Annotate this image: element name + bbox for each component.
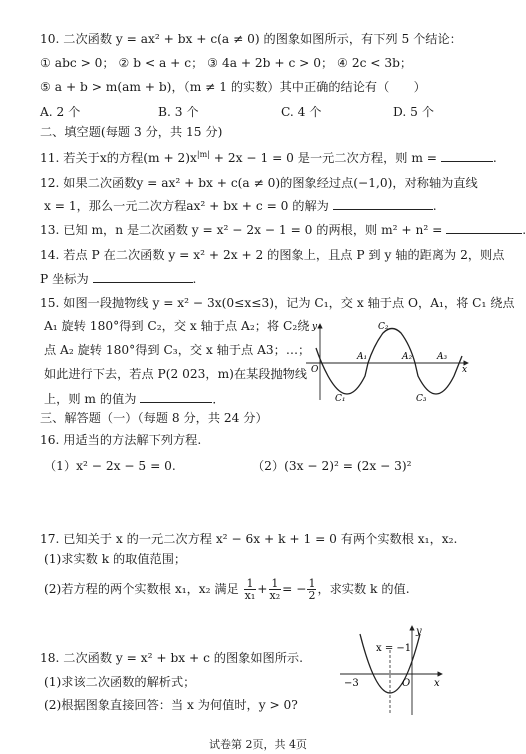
q11-end: . [492, 151, 497, 165]
q17-part-1: (1)求实数 k 的取值范围； [44, 552, 187, 566]
q14-line-1: 14. 若点 P 在二次函数 y = x² + 2x + 2 的图象上，且点 P 到 y 轴的距离为 2，则点 [40, 248, 505, 262]
q18-label-x: x [434, 678, 440, 689]
q15-line-1: 15. 如图一段抛物线 y = x² − 3x(0≤x≤3)，记为 C₁，交 x 轴于点 O，A₁，将 C₁ 绕点 [40, 296, 515, 310]
q17-fraction-1 [244, 578, 257, 601]
q11 [40, 149, 497, 166]
q18-part-1: (1)求该二次函数的解析式； [44, 675, 196, 689]
q17-frac2-den: x₂ [269, 589, 281, 602]
q10-stem: 10. 二次函数 y = ax² + bx + c(a ≠ 0) 的图象如图所示，有下列 5 个结论： [40, 32, 462, 46]
q16-part-1: （1）x² − 2x − 5 = 0. [44, 459, 176, 473]
q15-label-c1: C₁ [335, 394, 346, 404]
q15-line-4: 如此进行下去，若点 P(2 023，m)在某段抛物线 [44, 367, 308, 381]
q17-equals: = − [282, 582, 307, 596]
q12-line-2 [44, 197, 437, 214]
q17-frac3-den: 2 [308, 589, 316, 602]
q15-label-c3: C₃ [416, 394, 427, 404]
q15-label-y: y [312, 322, 318, 332]
q17-frac2-num: 1 [269, 578, 282, 590]
q15-label-a2: A₂ [402, 352, 413, 362]
q11-exponent: |m| [196, 150, 210, 159]
q17-fraction-3 [307, 578, 316, 601]
q14-end: . [192, 272, 197, 286]
q18-label-neg3: −3 [344, 678, 359, 689]
q15-line-5 [44, 390, 225, 407]
q17-frac3-num: 1 [308, 577, 316, 590]
q12-answer-blank[interactable] [333, 197, 433, 210]
q13-end: . [522, 223, 526, 237]
q13-text: 13. 已知 m，n 是二次函数 y = x² − 2x − 1 = 0 的两根，则 m² + n² = [40, 223, 443, 237]
q15-label-c2: C₂ [378, 322, 389, 332]
q18-parabola-graph [338, 622, 446, 716]
q10-option-c: C. 4 个 [281, 105, 322, 119]
q10-option-a: A. 2 个 [40, 105, 81, 119]
q15-label-a3: A₃ [437, 352, 448, 362]
q15-end: ． [212, 392, 225, 406]
q18-stem: 18. 二次函数 y = x² + bx + c 的图象如图所示. [40, 651, 303, 665]
q11-text-2: + 2x − 1 = 0 是一元二次方程，则 m = [209, 151, 437, 165]
q18-label-y: y [416, 626, 422, 637]
q11-answer-blank[interactable] [441, 149, 493, 162]
q16-stem: 16. 用适当的方法解下列方程. [40, 433, 202, 447]
q10-option-d: D. 5 个 [393, 105, 434, 119]
q11-text: 11. 若关于x的方程(m + 2)x [40, 151, 197, 165]
q15-label-x: x [462, 365, 468, 375]
q15-line-3: 点 A₂ 旋转 180°得到 C₃，交 x 轴于点 A3；…； [44, 343, 311, 357]
q15-line-5-text: 上，则 m 的值为 [44, 392, 137, 406]
q16-part-2: （2）(3x − 2)² = (2x − 3)² [252, 459, 412, 473]
q15-parabola-graph [302, 318, 476, 402]
q14-answer-blank[interactable] [93, 270, 193, 283]
q12-end: . [432, 199, 437, 213]
section-answer-heading: 三、解答题（一）（每题 8 分，共 24 分） [40, 411, 268, 425]
q18-label-origin: O [402, 678, 411, 689]
q17-frac1-num: 1 [244, 578, 257, 590]
q10-conclusions-1: ① abc > 0； ② b < a + c； ③ 4a + 2b + c > 0； ④ 2c < 3b； [40, 56, 413, 70]
q15-answer-blank[interactable] [140, 390, 212, 403]
page-footer: 试卷第 2页，共 4页 [209, 738, 307, 751]
q18-part-2: (2)根据图象直接回答：当 x 为何值时，y > 0? [44, 698, 298, 712]
q14-line-2-text: P 坐标为 [40, 272, 89, 286]
section-fill-blank-heading: 二、填空题(每题 3 分，共 15 分) [40, 125, 223, 139]
q10-option-b: B. 3 个 [158, 105, 199, 119]
q13-answer-blank[interactable] [446, 221, 522, 234]
q12-line-1: 12. 如果二次函数y = ax² + bx + c(a ≠ 0)的图象经过点(−1,0)，对称轴为直线 [40, 176, 478, 190]
q17-plus: + [257, 582, 268, 596]
q12-line-2-text: x = 1，那么一元二次方程ax² + bx + c = 0 的解为 [44, 199, 329, 213]
q15-line-2: A₁ 旋转 180°得到 C₂，交 x 轴于点 A₂；将 C₂绕 [44, 319, 310, 333]
q14-line-2 [40, 270, 196, 287]
q17-stem: 17. 已知关于 x 的一元二次方程 x² − 6x + k + 1 = 0 有两个实数根 x₁，x₂. [40, 532, 458, 546]
q13 [40, 221, 526, 238]
q15-label-a1: A₁ [357, 352, 368, 362]
q17-part-2-tail: ，求实数 k 的值. [317, 582, 410, 596]
q17-frac1-den: x₁ [244, 589, 256, 602]
q15-label-origin: O [311, 365, 319, 375]
q17-part-2-text: (2)若方程的两个实数根 x₁，x₂ 满足 [44, 582, 239, 596]
q10-conclusions-2: ⑤ a + b > m(am + b)，（m ≠ 1 的实数）其中正确的结论有（ ） [40, 80, 426, 94]
q17-fraction-2 [269, 578, 282, 601]
q18-label-axis: x = −1 [376, 643, 412, 654]
q17-part-2 [44, 574, 410, 604]
